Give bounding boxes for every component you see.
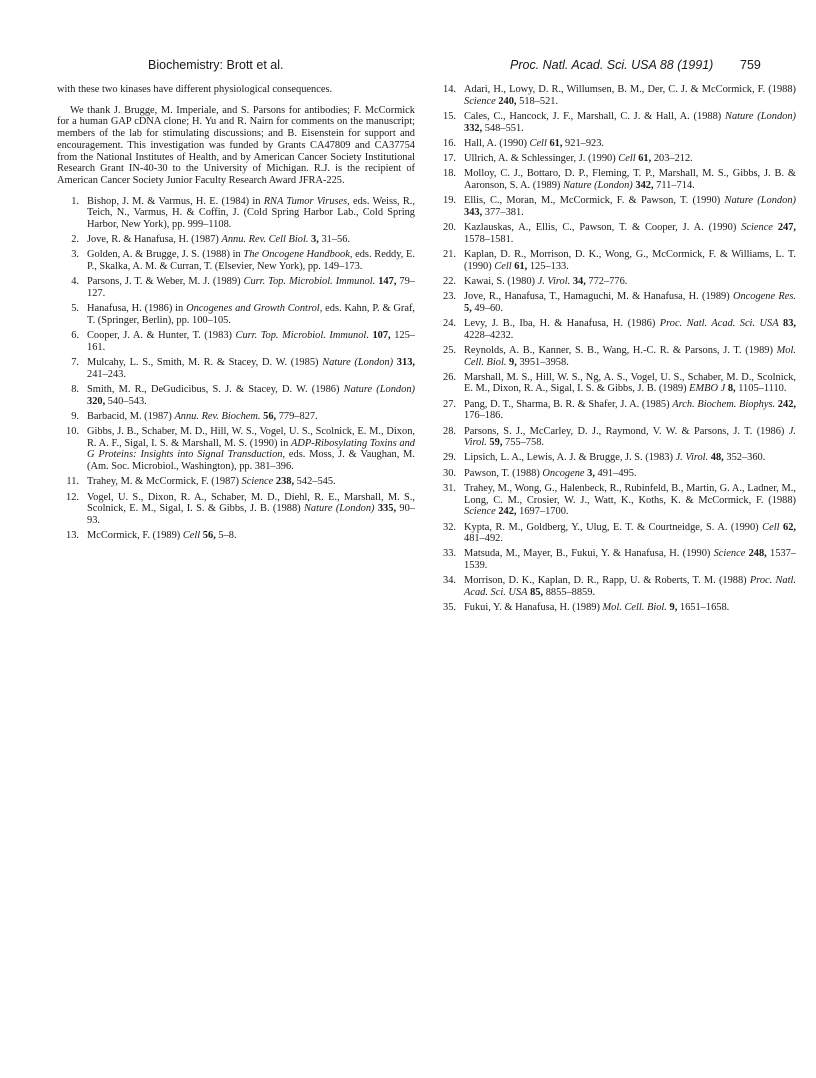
reference-source: Oncogenes and Growth Control, <box>186 303 323 315</box>
reference-source: Annu. Rev. Cell Biol. <box>221 234 309 246</box>
reference-item <box>57 196 415 231</box>
reference-pages: 540–543. <box>105 395 147 407</box>
reference-authors: Parsons, J. T. & Weber, M. J. (1989) <box>87 276 244 288</box>
reference-item <box>57 384 415 407</box>
reference-number: 9. <box>71 410 79 422</box>
reference-pages: 5–8. <box>215 530 237 542</box>
reference-item <box>434 168 796 191</box>
reference-authors: Matsuda, M., Mayer, B., Fukui, Y. & Hanafusa, H. (1990) <box>464 548 714 560</box>
reference-item <box>57 330 415 353</box>
reference-pages: 518–521. <box>516 95 559 107</box>
reference-source: The Oncogene Handbook, <box>243 249 353 261</box>
reference-source: Nature (London) <box>303 503 375 515</box>
reference-pages: 377–381. <box>482 206 524 218</box>
reference-item <box>434 138 796 150</box>
reference-authors: Kawai, S. (1980) <box>464 275 538 287</box>
reference-number: 35. <box>443 602 456 614</box>
reference-volume: 342, <box>635 179 654 191</box>
reference-authors: Marshall, M. S., Hill, W. S., Ng, A. S., Vogel, U. S., Schaber, M. D., Scolnick, E. M., Dixon, R. A., Sigal, I. S. & Gibbs, J. B. (1989) <box>464 371 796 395</box>
reference-pages: 125–133. <box>527 260 569 272</box>
reference-item <box>57 234 415 246</box>
reference-pages: 352–360. <box>723 452 766 464</box>
reference-pages: 125–161. <box>87 330 415 353</box>
acknowledgments: We thank J. Brugge, M. Imperiale, and S. Parsons for antibodies; F. McCormick for a human GAP cDNA clone; H. Yu and R. Nairn for comments on the manuscript; members of the lab for stimulating discussions; and B. Eisenstein for support and encouragement. This investigation was funded by Grants CA47809 and CA37754 from the National Institutes of Health, and by American Cancer Society Institutional Research Grant IN-40-30 to the University of Michigan. R.J. is the recipient of American Cancer Society Junior Faculty Research Award JFRA-225. <box>57 104 415 186</box>
reference-authors: Vogel, U. S., Dixon, R. A., Schaber, M. D., Diehl, R. E., Marshall, M. S., Scolnick, E. M., Sigal, I. S. & Gibbs, J. B. (1988) <box>87 491 415 515</box>
reference-volume: 3, <box>311 234 319 246</box>
reference-source: Science <box>741 222 773 234</box>
reference-authors: Morrison, D. K., Kaplan, D. R., Rapp, U. & Roberts, T. M. (1988) <box>464 575 750 587</box>
reference-source: Oncogene Res. <box>732 291 796 303</box>
reference-authors: Trahey, M., Wong, G., Halenbeck, R., Rubinfeld, B., Martin, G. A., Ladner, M., Long, C. M., Crosier, W. J., Watt, K., Koths, K. & McCormick, F. (1988) <box>464 482 796 506</box>
reference-item <box>434 602 796 614</box>
reference-authors: Molloy, C. J., Bottaro, D. P., Fleming, T. P., Marshall, M. S., Gibbs, J. B. & Aaronson, S. A. (1989) <box>464 168 796 191</box>
reference-authors: Ullrich, A. & Schlessinger, J. (1990) <box>464 153 619 165</box>
reference-pages: 1578–1581. <box>464 233 514 245</box>
reference-number: 33. <box>443 548 456 560</box>
reference-pages: 921–923. <box>562 137 605 149</box>
reference-number: 14. <box>443 84 456 95</box>
reference-number: 17. <box>443 153 456 165</box>
reference-volume: 61, <box>514 260 528 272</box>
reference-source: J. Virol. <box>675 452 709 464</box>
reference-number: 7. <box>71 357 79 369</box>
reference-pages: 779–827. <box>276 410 318 422</box>
reference-authors: Trahey, M. & McCormick, F. (1987) <box>87 476 242 488</box>
reference-source: Annu. Rev. Biochem. <box>174 410 261 422</box>
reference-number: 27. <box>443 398 456 410</box>
reference-item <box>434 249 796 272</box>
reference-number: 15. <box>443 110 456 122</box>
reference-source: Curr. Top. Microbiol. Immunol. <box>243 276 376 288</box>
reference-number: 32. <box>443 521 456 533</box>
reference-authors: Ellis, C., Moran, M., McCormick, F. & Pawson, T. (1990) <box>464 195 725 207</box>
reference-list-right <box>434 84 796 614</box>
reference-pages: 79–127. <box>87 276 415 300</box>
reference-pages: 203–212. <box>651 153 693 165</box>
reference-item <box>434 575 796 598</box>
reference-volume: 248, <box>748 548 767 560</box>
reference-number: 10. <box>66 426 79 438</box>
reference-number: 19. <box>443 195 456 207</box>
reference-source: J. Virol. <box>537 275 571 287</box>
reference-volume: 320, <box>87 395 106 407</box>
reference-item <box>57 492 415 527</box>
reference-number: 12. <box>66 491 79 503</box>
reference-volume: 9, <box>669 602 678 614</box>
reference-pages: 711–714. <box>653 179 695 191</box>
reference-number: 21. <box>443 248 456 260</box>
reference-volume: 242, <box>498 506 517 518</box>
reference-authors: Lipsich, L. A., Lewis, A. J. & Brugge, J. S. (1983) <box>464 452 676 464</box>
reference-number: 2. <box>71 234 79 246</box>
reference-pages: 1537–1539. <box>464 548 796 572</box>
reference-volume: 240, <box>498 95 517 107</box>
reference-number: 26. <box>443 371 456 383</box>
reference-number: 1. <box>71 195 79 207</box>
reference-pages: 491–495. <box>594 467 637 479</box>
reference-source: Science <box>464 95 496 107</box>
reference-item <box>57 411 415 423</box>
reference-number: 13. <box>66 530 79 542</box>
reference-authors: Pawson, T. (1988) <box>464 467 543 479</box>
reference-pages: 548–551. <box>482 122 524 134</box>
reference-authors: Smith, M. R., DeGudicibus, S. J. & Stacey, D. W. (1986) <box>87 383 344 395</box>
reference-authors: Mulcahy, L. S., Smith, M. R. & Stacey, D. W. (1985) <box>87 357 323 369</box>
reference-authors: Levy, J. B., Iba, H. & Hanafusa, H. (1986) <box>464 317 660 329</box>
reference-pages: 241–243. <box>87 368 126 380</box>
reference-source: Arch. Biochem. Biophys. <box>672 398 776 410</box>
reference-item <box>434 318 796 341</box>
reference-authors: Barbacid, M. (1987) <box>87 410 175 422</box>
reference-authors: Hall, A. (1990) <box>464 137 530 149</box>
reference-volume: 56, <box>202 530 216 542</box>
reference-item <box>434 291 796 314</box>
reference-volume: 62, <box>783 521 796 533</box>
reference-source: Cell <box>494 260 512 272</box>
reference-number: 28. <box>443 425 456 437</box>
reference-pages: 8855–8859. <box>543 587 596 599</box>
reference-pages: 772–776. <box>585 275 628 287</box>
left-column <box>57 84 415 545</box>
reference-volume: 343, <box>464 206 483 218</box>
reference-authors: Parsons, S. J., McCarley, D. J., Raymond, V. W. & Parsons, J. T. (1986) <box>464 425 789 437</box>
reference-pages: 31–56. <box>318 234 351 246</box>
reference-volume: 61, <box>549 137 563 149</box>
reference-source: Cell <box>618 153 636 165</box>
page-number: 759 <box>740 58 761 72</box>
reference-volume: 8, <box>727 383 736 395</box>
reference-pages: 4228–4232. <box>464 329 514 341</box>
reference-pages: 176–186. <box>464 410 503 422</box>
reference-pages: 90–93. <box>87 503 415 526</box>
reference-pages: 481–492. <box>464 533 503 545</box>
reference-list-left <box>57 196 415 542</box>
reference-source: ADP-Ribosylating Toxins and G Proteins: Insights into Signal Transduction, <box>87 437 415 461</box>
reference-number: 3. <box>71 249 79 261</box>
reference-volume: 85, <box>530 587 544 599</box>
reference-item <box>57 357 415 380</box>
reference-pages: 1697–1700. <box>516 506 569 518</box>
reference-number: 24. <box>443 317 456 329</box>
reference-item <box>57 276 415 299</box>
reference-authors: Adari, H., Lowy, D. R., Willumsen, B. M., Der, C. J. & McCormick, F. (1988) <box>464 84 796 95</box>
reference-source: Nature (London) <box>322 357 394 369</box>
reference-authors: Gibbs, J. B., Schaber, M. D., Hill, W. S., Vogel, U. S., Scolnick, E. M., Dixon, R. A. F., Sigal, I. S. & Marshall, M. S. (1990) in <box>87 426 415 449</box>
reference-authors: Golden, A. & Brugge, J. S. (1988) in <box>87 249 244 261</box>
running-header-left: Biochemistry: Brott et al. <box>148 58 284 72</box>
reference-authors: Fukui, Y. & Hanafusa, H. (1989) <box>464 602 603 614</box>
reference-source: Mol. Cell. Biol. <box>464 344 796 368</box>
reference-item <box>434 522 796 545</box>
reference-volume: 61, <box>638 153 652 165</box>
reference-number: 31. <box>443 482 456 494</box>
reference-source: EMBO J <box>689 383 726 395</box>
reference-source: Cell <box>529 137 547 149</box>
reference-source: RNA Tumor Viruses, <box>263 195 350 207</box>
running-header-journal: Proc. Natl. Acad. Sci. USA 88 (1991) <box>510 58 714 72</box>
reference-pages: 49–60. <box>471 302 503 314</box>
reference-volume: 56, <box>263 410 277 422</box>
reference-volume: 335, <box>377 503 397 515</box>
reference-pages: 3951–3958. <box>516 356 569 368</box>
reference-details: eds. Weiss, R., Teich, N., Varmus, H. & Coffin, J. (Cold Spring Harbor Lab., Cold Spring Harbor, New York), pp. 999–1108. <box>87 195 415 231</box>
reference-source: J. Virol. <box>464 425 796 449</box>
reference-item <box>434 276 796 288</box>
reference-item <box>57 426 415 473</box>
reference-volume: 247, <box>777 222 796 234</box>
reference-item <box>434 111 796 134</box>
reference-number: 11. <box>66 476 79 488</box>
reference-source: Cell <box>762 521 780 533</box>
reference-source: Oncogene <box>542 467 585 479</box>
reference-authors: Cooper, J. A. & Hunter, T. (1983) <box>87 330 236 342</box>
reference-authors: Jove, R., Hanafusa, T., Hamaguchi, M. & Hanafusa, H. (1989) <box>464 291 733 303</box>
reference-number: 5. <box>71 303 79 315</box>
reference-number: 16. <box>443 137 456 149</box>
reference-source: Nature (London) <box>724 195 796 207</box>
reference-volume: 242, <box>777 398 796 410</box>
reference-item <box>434 548 796 571</box>
reference-authors: Kazlauskas, A., Ellis, C., Pawson, T. & Cooper, J. A. (1990) <box>464 222 742 234</box>
reference-number: 25. <box>443 344 456 356</box>
reference-volume: 59, <box>489 437 503 449</box>
reference-item <box>434 222 796 245</box>
reference-item <box>57 303 415 326</box>
reference-authors: McCormick, F. (1989) <box>87 530 183 542</box>
reference-source: Proc. Natl. Acad. Sci. USA <box>659 317 779 329</box>
reference-source: Proc. Natl. Acad. Sci. USA <box>464 575 796 599</box>
reference-number: 34. <box>443 575 456 587</box>
reference-source: Mol. Cell. Biol. <box>602 602 667 614</box>
reference-volume: 313, <box>396 357 415 369</box>
reference-item <box>434 153 796 165</box>
reference-source: Nature (London) <box>563 179 633 191</box>
reference-number: 30. <box>443 467 456 479</box>
reference-number: 8. <box>71 383 79 395</box>
reference-item <box>434 468 796 480</box>
reference-number: 18. <box>443 168 456 180</box>
body-text-continuation: with these two kinases have different physiological consequences. <box>57 84 333 95</box>
reference-item <box>434 195 796 218</box>
reference-item <box>434 483 796 518</box>
reference-authors: Bishop, J. M. & Varmus, H. E. (1984) in <box>87 195 264 207</box>
reference-volume: 83, <box>783 317 796 329</box>
reference-item <box>434 84 796 107</box>
reference-authors: Cales, C., Hancock, J. F., Marshall, C. J. & Hall, A. (1988) <box>464 110 726 122</box>
reference-details: eds. Moss, J. & Vaughan, M. (Am. Soc. Microbiol., Washington), pp. 381–396. <box>87 449 415 473</box>
reference-source: Cell <box>182 530 201 542</box>
reference-authors: Reynolds, A. B., Kanner, S. B., Wang, H.-C. R. & Parsons, J. T. (1989) <box>464 344 777 356</box>
reference-item <box>434 345 796 368</box>
reference-details: eds. Reddy, E. P., Skalka, A. M. & Curran, T. (Elsevier, New York), pp. 149–173. <box>87 249 415 273</box>
reference-authors: Pang, D. T., Sharma, B. R. & Shafer, J. A. (1985) <box>464 398 673 410</box>
reference-authors: Jove, R. & Hanafusa, H. (1987) <box>87 234 222 246</box>
reference-item <box>434 452 796 464</box>
reference-pages: 1105–1110. <box>735 383 787 395</box>
reference-authors: Kypta, R. M., Goldberg, Y., Ulug, E. T. & Courtneidge, S. A. (1990) <box>464 521 763 533</box>
reference-pages: 755–758. <box>502 437 544 449</box>
reference-pages: 1651–1658. <box>677 602 730 614</box>
reference-authors: Kaplan, D. R., Morrison, D. K., Wong, G., McCormick, F. & Williams, L. T. (1990) <box>464 248 796 272</box>
reference-source: Science <box>713 548 746 560</box>
reference-details: eds. Kahn, P. & Graf, T. (Springer, Berlin), pp. 100–105. <box>87 303 416 326</box>
reference-number: 6. <box>71 330 79 342</box>
reference-source: Nature (London) <box>343 383 415 395</box>
reference-volume: 34, <box>572 275 586 287</box>
reference-volume: 107, <box>372 330 391 342</box>
reference-source: Science <box>464 506 496 518</box>
reference-number: 22. <box>443 275 456 287</box>
reference-volume: 3, <box>587 467 595 479</box>
right-column <box>434 84 796 617</box>
reference-number: 20. <box>443 222 456 234</box>
reference-source: Nature (London) <box>725 110 796 122</box>
reference-pages: 542–545. <box>294 476 336 488</box>
reference-volume: 147, <box>378 276 397 288</box>
reference-source: Science <box>241 476 274 488</box>
reference-authors: Hanafusa, H. (1986) in <box>87 303 187 315</box>
reference-item <box>57 476 415 488</box>
reference-volume: 238, <box>275 476 295 488</box>
reference-item <box>57 249 415 272</box>
reference-item <box>434 372 796 395</box>
reference-volume: 9, <box>509 356 517 368</box>
reference-item <box>57 530 415 542</box>
reference-item <box>434 399 796 422</box>
reference-item <box>434 426 796 449</box>
reference-number: 29. <box>443 452 456 464</box>
reference-source: Curr. Top. Microbiol. Immunol. <box>235 330 369 342</box>
reference-volume: 5, <box>464 302 472 314</box>
reference-number: 4. <box>71 276 79 288</box>
reference-number: 23. <box>443 291 456 303</box>
reference-volume: 332, <box>464 122 483 134</box>
reference-volume: 48, <box>710 452 724 464</box>
